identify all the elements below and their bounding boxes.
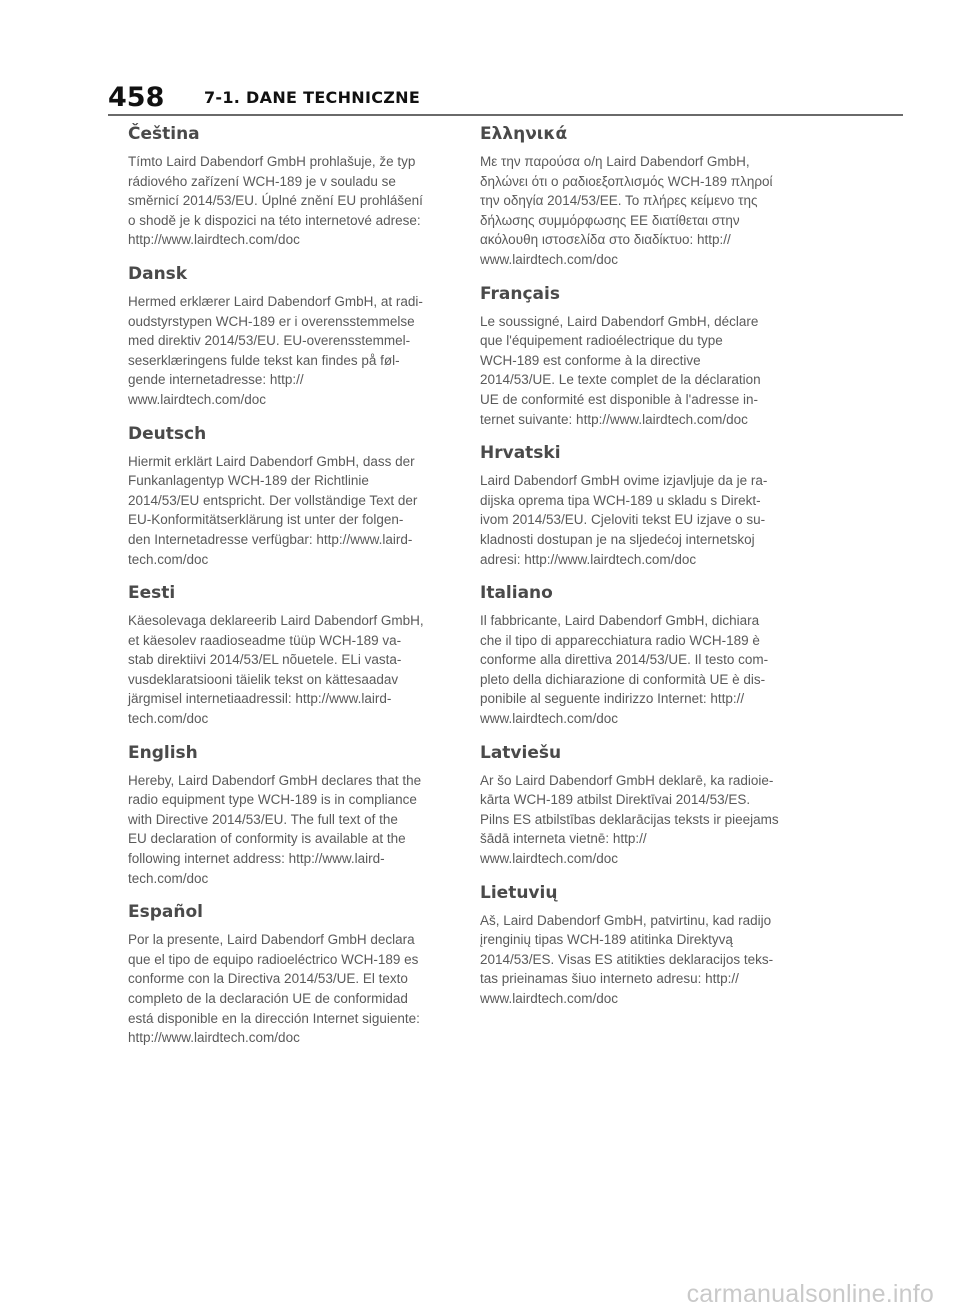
declaration-text-line: radio equipment type WCH-189 is in compliance [128, 792, 417, 808]
page-header [108, 78, 903, 116]
declaration-text-line: ivom 2014/53/EU. Cjeloviti tekst EU izjave o su- [480, 512, 766, 528]
language-section [128, 422, 450, 570]
language-heading: Español [128, 902, 203, 923]
declaration-text-line: completo de la declaración UE de conformidad [128, 991, 408, 1006]
language-heading: Français [480, 283, 560, 304]
declaration-text-line: Le soussigné, Laird Dabendorf GmbH, déclare [480, 313, 759, 329]
declaration-text-line: δήλωσης συμμόρφωσης ΕΕ διατίθεται στην [480, 212, 740, 228]
declaration-text-line: che il tipo di apparecchiatura radio WCH-189 è [480, 632, 760, 648]
declaration-text-line: Hermed erklærer Laird Dabendorf GmbH, at radi- [128, 293, 423, 309]
declaration-text-line: tech.com/doc [128, 551, 209, 567]
language-section [480, 441, 802, 569]
declaration-text-line: oudstyrstypen WCH-189 er i overensstemmelse [128, 313, 415, 329]
declaration-text-line: ternet suivante: http://www.lairdtech.com/doc [480, 411, 748, 427]
language-section [128, 262, 450, 410]
declaration-text-line: tas prieinamas šiuo interneto adresu: http:// [480, 971, 739, 987]
declaration-text-line: rádiového zařízení WCH-189 je v souladu se [128, 173, 396, 189]
declaration-text-line: está disponible en la dirección Internet siguiente: [128, 1010, 420, 1026]
declaration-text-line: dijska oprema tipa WCH-189 u skladu s Direkt- [480, 492, 761, 508]
language-heading: Latviešu [480, 742, 562, 763]
declaration-text-line: Hiermit erklärt Laird Dabendorf GmbH, dass der [128, 453, 415, 469]
declaration-text-line: 2014/53/EU entspricht. Der vollständige Text der [128, 492, 418, 508]
declaration-text-line: conforme alla direttiva 2014/53/UE. Il testo com- [480, 652, 769, 668]
declaration-text-line: įrenginių tipas WCH-189 atitinka Direktyvą [480, 932, 733, 948]
declaration-text-line: tech.com/doc [128, 711, 209, 727]
declaration-text-line: Laird Dabendorf GmbH ovime izjavljuje da je ra- [480, 473, 768, 489]
language-heading: Čeština [128, 124, 200, 144]
declaration-text-line: stab direktiivi 2014/53/EL nõuetele. ELi vasta- [128, 652, 402, 668]
declaration-text-line: Il fabbricante, Laird Dabendorf GmbH, dichiara [480, 613, 760, 629]
declaration-text-line: tech.com/doc [128, 870, 209, 886]
declaration-text-line: following internet address: http://www.laird- [128, 851, 385, 867]
declaration-text-line: que el tipo de equipo radioeléctrico WCH-189 es [128, 951, 419, 967]
declaration-text-line: Por la presente, Laird Dabendorf GmbH declara [128, 932, 415, 948]
language-section [128, 122, 450, 250]
declaration-text-line: with Directive 2014/53/EU. The full text of the [128, 811, 398, 827]
declaration-text-line: kladnosti dostupan je na sljedećoj internetskoj [480, 531, 755, 547]
declaration-text-line: Funkanlagentyp WCH-189 der Richtlinie [128, 473, 369, 489]
declaration-text-line: WCH-189 est conforme à la directive [480, 352, 701, 368]
declaration-text-line: Aš, Laird Dabendorf GmbH, patvirtinu, kad radijo [480, 912, 772, 928]
declaration-text-line: med direktiv 2014/53/EU. EU-overensstemmel- [128, 333, 411, 349]
declaration-text-line: www.lairdtech.com/doc [480, 711, 619, 727]
language-heading: Eesti [128, 583, 176, 604]
language-section [480, 581, 802, 729]
language-heading: Ελληνικά [480, 124, 568, 144]
declaration-text-line: EU declaration of conformity is available at the [128, 831, 406, 847]
language-section [128, 741, 450, 889]
declaration-text-line: směrnicí 2014/53/EU. Úplné znění EU prohlášení [128, 193, 423, 209]
header-divider [108, 114, 903, 116]
declaration-text-line: que l'équipement radioélectrique du type [480, 333, 723, 349]
language-section [480, 282, 802, 430]
language-section [128, 581, 450, 729]
declaration-text-line: Με την παρούσα ο/η Laird Dabendorf GmbH, [480, 154, 750, 169]
declaration-text-line: vusdeklaratsiooni täielik tekst on kättesaadav [128, 671, 399, 687]
declaration-text-line: την οδηγία 2014/53/ΕΕ. Το πλήρες κείμενο της [480, 193, 758, 209]
left-column [128, 122, 450, 1060]
declaration-text-line: δηλώνει ότι ο ραδιοεξοπλισμός WCH-189 πληροί [480, 173, 773, 189]
declaration-text-line: gende internetadresse: http:// [128, 372, 304, 388]
language-heading: Deutsch [128, 423, 207, 444]
declaration-text-line: UE de conformité est disponible à l'adresse in- [480, 391, 758, 407]
page-number: 458 [108, 81, 165, 113]
language-section [128, 900, 450, 1048]
declaration-text-line: den Internetadresse verfügbar: http://www.laird- [128, 531, 413, 547]
language-heading: Lietuvių [480, 882, 558, 903]
language-section [480, 741, 802, 869]
declaration-text-line: pleto della dichiarazione di conformità UE è dis- [480, 671, 766, 687]
declaration-text-line: 2014/53/ES. Visas ES atitikties deklaracijos teks- [480, 951, 774, 967]
declaration-text-line: järgmisel internetiaadressil: http://www.laird- [128, 691, 392, 707]
declaration-text-line: www.lairdtech.com/doc [480, 991, 619, 1006]
declaration-text-line: EU-Konformitätserklärung ist unter der folgen- [128, 512, 404, 528]
declaration-text-line: o shodě je k dispozici na této internetové adrese: [128, 212, 421, 228]
language-heading: Hrvatski [480, 443, 561, 464]
declaration-text-line: et käesolev raadioseadme tüüp WCH-189 va- [128, 632, 402, 648]
declaration-text-line: Pilns ES atbilstības deklarācijas teksts ir pieejams [480, 811, 779, 827]
declaration-text-line: Hereby, Laird Dabendorf GmbH declares that the [128, 772, 422, 788]
language-section [480, 881, 802, 1009]
right-column [480, 122, 802, 1021]
watermark: carmanualsonline.info [686, 1280, 934, 1308]
declaration-text-line: conforme con la Directiva 2014/53/UE. El texto [128, 971, 408, 987]
declaration-text-line: 2014/53/UE. Le texte complet de la déclaration [480, 372, 761, 388]
declaration-text-line: www.lairdtech.com/doc [480, 851, 619, 867]
language-heading: English [128, 742, 198, 763]
declaration-text-line: http://www.lairdtech.com/doc [128, 232, 300, 248]
declaration-text-line: šādā interneta vietnē: http:// [480, 831, 647, 847]
declaration-text-line: kārta WCH-189 atbilst Direktīvai 2014/53/ES. [480, 792, 751, 808]
declaration-text-line: Käesolevaga deklareerib Laird Dabendorf GmbH, [128, 613, 424, 629]
declaration-text-line: www.lairdtech.com/doc [128, 391, 267, 407]
declaration-text-line: http://www.lairdtech.com/doc [128, 1030, 300, 1046]
declaration-text-line: Tímto Laird Dabendorf GmbH prohlašuje, že typ [128, 154, 416, 169]
declaration-text-line: seserklæringens fulde tekst kan findes på føl- [128, 352, 400, 368]
language-heading: Dansk [128, 263, 188, 284]
declaration-text-line: adresi: http://www.lairdtech.com/doc [480, 551, 697, 567]
declaration-text-line: ακόλουθη ιστοσελίδα στο διαδίκτυο: http:// [480, 232, 731, 248]
declaration-text-line: Ar šo Laird Dabendorf GmbH deklarē, ka radioie- [480, 772, 774, 788]
language-heading: Italiano [480, 583, 553, 604]
language-section [480, 122, 802, 270]
section-title: 7-1. DANE TECHNICZNE [204, 87, 421, 107]
declaration-text-line: ponibile al seguente indirizzo Internet: http:// [480, 691, 745, 707]
declaration-text-line: www.lairdtech.com/doc [480, 251, 619, 267]
